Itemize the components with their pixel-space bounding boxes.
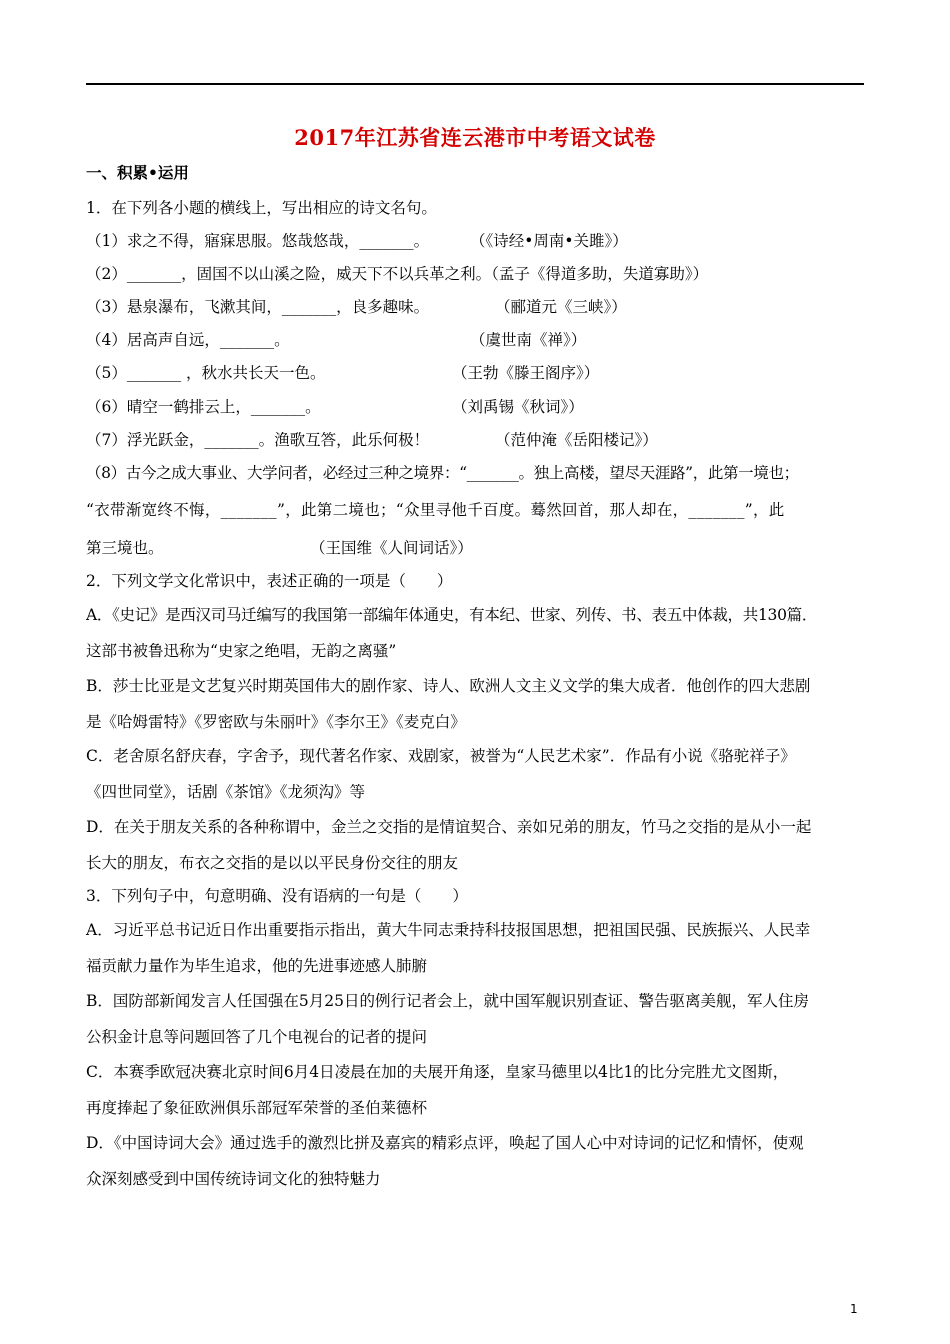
q3-option-c-line-1: C．本赛季欧冠决赛北京时间6月4日凌晨在加的夫展开角逐，皇家马德里以4比1的比分完胜尤文图斯， (86, 1063, 789, 1081)
q2-option-a-line-1: A．《史记》是西汉司马迁编写的我国第一部编年体通史，有本纪、世家、列传、书、表五中体裁，共130篇． (86, 606, 818, 624)
q1-item-8-line-3: 第三境也。 (86, 539, 164, 557)
q1-item-5: （5）_______ ，秋水共长天一色。 (86, 364, 326, 382)
q3-option-b-line-2: 公积金计息等问题回答了几个电视台的记者的提问 (86, 1028, 428, 1046)
q1-item-3-cite: （郦道元《三峡》） (495, 298, 627, 316)
q1-item-8-cite: （王国维《人间词话》） (310, 539, 473, 557)
q2-option-c-line-2: 《四世同堂》，话剧《茶馆》《龙须沟》等 (86, 783, 366, 801)
q1-item-3: （3）悬泉瀑布，飞漱其间，_______，良多趣味。 (86, 298, 430, 316)
q3-option-a-line-1: A．习近平总书记近日作出重要指示指出，黄大牛同志秉持科技报国思想，把祖国民强、民族振兴、人民幸 (86, 921, 811, 939)
question-1-stem: 1．在下列各小题的横线上，写出相应的诗文名句。 (86, 199, 437, 217)
q3-option-d-line-2: 众深刻感受到中国传统诗词文化的独特魅力 (86, 1170, 381, 1188)
q1-item-8-line-1: （8）古今之成大事业、大学问者，必经过三种之境界：“_______。独上高楼，望尽天涯路”，此第一境也； (86, 464, 799, 482)
page-number: 1 (850, 1302, 858, 1316)
q1-item-1: （1）求之不得，寤寐思服。悠哉悠哉，_______。 (86, 232, 430, 250)
q1-item-6: （6）晴空一鹤排云上，_______。 (86, 398, 321, 416)
q1-item-1-cite: （《诗经•周南•关雎》） (470, 232, 628, 250)
q2-option-d-line-1: D．在关于朋友关系的各种称谓中，金兰之交指的是情谊契合、亲如兄弟的朋友，竹马之交指的是从小一起 (86, 818, 812, 836)
q2-option-a-line-2: 这部书被鲁迅称为“史家之绝唱，无韵之离骚” (86, 642, 397, 660)
q3-option-c-line-2: 再度捧起了象征欧洲俱乐部冠军荣誉的圣伯莱德杯 (86, 1099, 428, 1117)
q1-item-7-cite: （范仲淹《岳阳楼记》） (495, 431, 658, 449)
question-2-stem: 2．下列文学文化常识中，表述正确的一项是（ ） (86, 572, 453, 590)
q1-item-5-cite: （王勃《滕王阁序》） (452, 364, 600, 382)
header-rule (86, 83, 864, 85)
q1-item-7: （7）浮光跃金，_______。渔歌互答，此乐何极！ (86, 431, 430, 449)
q1-item-4: （4）居高声自远，_______。 (86, 331, 290, 349)
q1-item-6-cite: （刘禹锡《秋词》） (452, 398, 584, 416)
page-title: 2017年江苏省连云港市中考语文试卷 (294, 125, 656, 150)
q1-item-2: （2）_______，固国不以山溪之险，威天下不以兵革之利。（孟子《得道多助，失道寡助》） (86, 265, 709, 283)
question-3-stem: 3．下列句子中，句意明确、没有语病的一句是（ ） (86, 887, 468, 905)
section-heading: 一、积累•运用 (86, 163, 189, 182)
q2-option-b-line-2: 是《哈姆雷特》《罗密欧与朱丽叶》《李尔王》《麦克白》 (86, 713, 466, 731)
q1-item-4-cite: （虞世南《禅》） (470, 331, 587, 349)
q1-item-8-line-2: “衣带渐宽终不悔，_______”，此第二境也；“众里寻他千百度。蓦然回首，那人却在，_______”，此 (86, 501, 785, 519)
q2-option-b-line-1: B．莎士比亚是文艺复兴时期英国伟大的剧作家、诗人、欧洲人文主义文学的集大成者．他创作的四大悲剧 (86, 677, 811, 695)
q3-option-b-line-1: B．国防部新闻发言人任国强在5月25日的例行记者会上，就中国军舰识别查证、警告驱离美舰，军人住房 (86, 992, 809, 1010)
q2-option-c-line-1: C．老舍原名舒庆春，字舍予，现代著名作家、戏剧家，被誉为“人民艺术家”．作品有小说《骆驼祥子》 (86, 747, 796, 765)
q3-option-a-line-2: 福贡献力量作为毕生追求，他的先进事迹感人肺腑 (86, 957, 428, 975)
q3-option-d-line-1: D．《中国诗词大会》通过选手的激烈比拼及嘉宾的精彩点评，唤起了国人心中对诗词的记忆和情怀，使观 (86, 1134, 804, 1152)
q2-option-d-line-2: 长大的朋友，布衣之交指的是以以平民身份交往的朋友 (86, 854, 459, 872)
